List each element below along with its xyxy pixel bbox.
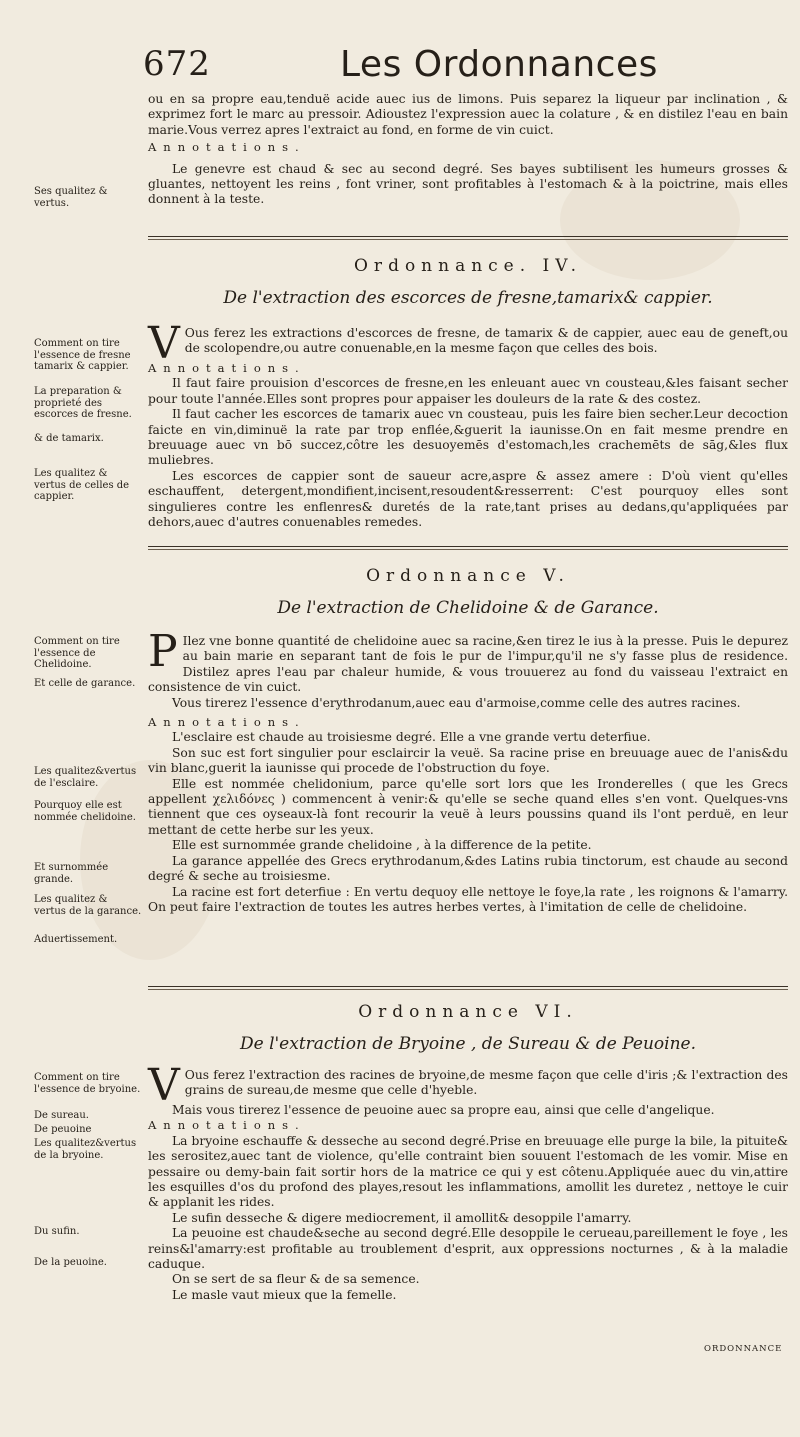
margin-note: Les qualitez&vertus de la bryoine. <box>34 1138 137 1161</box>
section-subtitle: De l'extraction de Chelidoine & de Garance. <box>277 598 659 618</box>
paragraph: Ous ferez les extractions d'escorces de fresne, de tamarix & de cappier, auec eau de geneft,ou de scolopendre,ou autre conuenable,en la mesme façon que celles des bois. <box>184 326 788 356</box>
paragraph: On se sert de sa fleur & de sa semence. <box>172 1272 420 1287</box>
annotations-label: Annotations. <box>148 1118 306 1133</box>
margin-note: Les qualitez & vertus de celles de cappier. <box>34 468 130 502</box>
section-heading: Ordonnance VI. <box>358 1002 578 1022</box>
paragraph: ou en sa propre eau,tenduë acide auec ius de limons. Puis separez la liqueur par inclination , & exprimez fort le marc au pressoir. Adioustez l'expression auec la colature , & en distilez l'eau en bain marie.Vous verrez apres l'extraict au fond, en forme de vin cuict. <box>148 92 788 137</box>
section-heading: Ordonnance. IV. <box>354 256 582 276</box>
paragraph: La racine est fort deterfiue : En vertu dequoy elle nettoye le foye,la rate , les roignons & l'amarry. On peut faire l'extraction de toutes les autres herbes vertes, à l'imitation de celle de chelidoine. <box>148 884 788 914</box>
margin-note: Les qualitez & vertus de la garance. <box>34 894 142 917</box>
text-block <box>148 1060 788 1303</box>
paragraph: Le sufin desseche & digere mediocrement, il amollit& desoppile l'amarry. <box>172 1210 632 1225</box>
margin-note: Pourquoy elle est nommée chelidoine. <box>34 800 136 823</box>
margin-note: De peuoine <box>34 1124 92 1135</box>
annotations-label: Annotations. <box>148 140 306 155</box>
paragraph: La peuoine est chaude&seche au second degré.Elle desoppile le cerueau,pareillement le foye , les reins&l'amarry:est profitable au troublement d'esprit, aux oppressions nocturnes , & à la maladie caduque. <box>148 1226 788 1272</box>
margin-note: Et surnommée grande. <box>34 862 109 885</box>
annotations-label: Annotations. <box>148 715 306 730</box>
paragraph: Le masle vaut mieux que la femelle. <box>172 1287 397 1302</box>
paragraph: Ous ferez l'extraction des racines de bryoine,de mesme façon que celle d'iris ;& l'extraction des grains de sureau,de mesme que celle d'hyeble. <box>184 1068 788 1098</box>
text-block <box>148 626 788 915</box>
paragraph: Ilez vne bonne quantité de chelidoine auec sa racine,&en tirez le ius à la presse. Puis le depurez au bain marie en separant tant de fois le pur de l'impur,qu'il ne s'y fasse plus de residence. Distilez apres l'eau par chaleur humide, & vous trouuerez au fond du vaisseau l'extraict en consistence de vin cuict. <box>148 634 788 695</box>
paragraph: La garance appellée des Grecs erythrodanum,&des Latins rubia tinctorum, est chaude au second degré & seche au troisiesme. <box>148 853 788 884</box>
paragraph: Les escorces de cappier sont de saueur acre,aspre & assez amere : D'où vient qu'elles eschauffent, detergent,mondifient,incisent,resoudent&resserrent: C'est pourquoy elles sont singulieres contre les enflenres& duretés de la rate,tant prises au dedans,qu'appliquées par dehors,auec d'autres conuenables remedes. <box>148 468 788 530</box>
section-rule <box>148 986 788 990</box>
section-subtitle: De l'extraction de Bryoine , de Sureau & de Peuoine. <box>239 1034 697 1054</box>
margin-note: Aduertissement. <box>34 934 118 945</box>
drop-cap: V <box>148 1060 180 1111</box>
margin-note: Les qualitez&vertus de l'esclaire. <box>34 766 137 789</box>
paragraph: Il faut faire prouision d'escorces de fresne,en les enleuant auec vn cousteau,&les faisant secher pour toute l'année.Elles sont propres pour appaiser les douleurs de la rate & des costez. <box>148 376 788 406</box>
margin-note: Du sufin. <box>34 1226 80 1237</box>
paragraph: Mais vous tirerez l'essence de peuoine auec sa propre eau, ainsi que celle d'angelique. <box>172 1103 715 1117</box>
drop-cap: V <box>148 318 180 369</box>
margin-note: La preparation & proprieté des escorces de fresne. <box>34 386 132 420</box>
paragraph: L'esclaire est chaude au troisiesme degré. Elle a vne grande vertu deterfiue. <box>172 730 651 745</box>
drop-cap: P <box>148 626 178 677</box>
section-rule <box>148 236 788 240</box>
margin-note: Comment on tire l'essence de fresne tamarix & cappier. <box>34 338 131 372</box>
paragraph: La bryoine eschauffe & desseche au second degré.Prise en breuuage elle purge la bile, la pituite& les serositez,auec tant de violence, qu'elle contraint bien souuent l'estomach de les vomir. Mise en pessaire ou demy-bain fait sortir hors de la matrice ce qui y est côtenu.Appliquée auec du vin,attire les esquilles d'os du profond des playes,resout les inflammations, amollit les duretez , nettoye le cuir & applanit les rides. <box>148 1133 788 1210</box>
paragraph: Vous tirerez l'essence d'erythrodanum,auec eau d'armoise,comme celle des autres racines. <box>172 695 741 710</box>
margin-note: Comment on tire l'essence de bryoine. <box>34 1072 141 1095</box>
text-block <box>148 318 788 530</box>
section-subtitle: De l'extraction des escorces de fresne,tamarix& cappier. <box>223 288 713 308</box>
catchword: ORDONNANCE <box>704 1344 783 1354</box>
margin-note: & de tamarix. <box>34 433 104 444</box>
margin-note: Et celle de garance. <box>34 678 136 689</box>
paragraph: Le genevre est chaud & sec au second degré. Ses bayes subtilisent les humeurs grosses & gluantes, nettoyent les reins , font vriner, sont profitables à l'estomach & à la poictrine, mais elles donnent à la teste. <box>148 161 788 207</box>
section-rule <box>148 546 788 550</box>
paragraph: Son suc est fort singulier pour esclaircir la veuë. Sa racine prise en breuuage auec de l'anis&du vin blanc,guerit la iaunisse qui procede de l'obstruction du foye. <box>148 745 788 776</box>
paragraph: Il faut cacher les escorces de tamarix auec vn cousteau, puis les faire bien secher.Leur decoction faicte en vin,diminuë la rate par trop enflée,&guerit la iaunisse.On en fait mesme prendre en breuuage auec vn bō succez,côtre les desuoyemēs d'estomach,les crachemēts de sāg,&les flux muliebres. <box>148 407 788 468</box>
margin-note: Comment on tire l'essence de Chelidoine. <box>34 636 120 670</box>
page-number: 672 <box>143 44 211 84</box>
section-heading: Ordonnance V. <box>366 566 570 586</box>
paragraph: Elle est nommée chelidonium, parce qu'elle sort lors que les Ironderelles ( que les Grecs appellent χελιδόνες ) commencent à venir:& qu'elle se seche quand elles s'en vont. Quelques-vns tiennent que ces oyseaux-là font recourir la veuë à leurs poussins quand ils l'ont perduë, en leur mettant de cette herbe sur les yeux. <box>148 776 788 837</box>
paragraph: Elle est surnommée grande chelidoine , à la difference de la petite. <box>172 838 592 853</box>
annotations-label: Annotations. <box>148 361 306 375</box>
margin-note: Ses qualitez & vertus. <box>34 186 108 209</box>
page-header <box>0 44 800 92</box>
margin-note: De sureau. <box>34 1110 89 1121</box>
text-block <box>148 92 788 208</box>
margin-note: De la peuoine. <box>34 1257 107 1268</box>
running-title: Les Ordonnances <box>340 44 658 85</box>
